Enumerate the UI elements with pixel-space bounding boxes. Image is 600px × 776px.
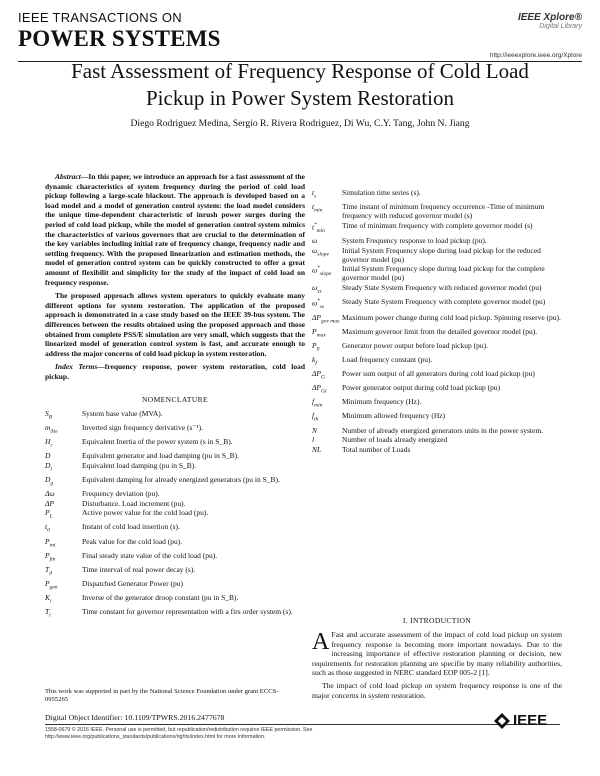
intro-para2: The impact of cold load pickup on system frequency response is one of the major concerns in system restoration. [312, 680, 562, 700]
nomenclature-definition: Total number of Loads [342, 444, 411, 454]
ieee-logo-text: IEEE [513, 712, 548, 729]
ieee-xplore-badge [518, 12, 582, 30]
nomenclature-definition: Steady State System Frequency with complete governor model (pu) [342, 297, 546, 307]
nomenclature-symbol: $\Delta P_{gov max}$ [312, 312, 340, 325]
nomenclature-row [45, 593, 305, 607]
nomenclature-symbol: $\omega_{slope}$ [312, 245, 329, 258]
nomenclature-row [312, 202, 562, 221]
nomenclature-symbol: $t_s$ [312, 188, 317, 200]
footer-rule [45, 724, 560, 725]
nomenclature-row [312, 369, 562, 383]
nomenclature-definition: Minimum allowed frequency (Hz) [342, 411, 446, 421]
doi: Digital Object Identifier: 10.1109/TPWRS.2016.2477678 [45, 713, 225, 722]
paper-authors: Diego Rodriguez Medina, Sergio R. Rivera Rodriguez, Di Wu, C.Y. Tang, John N. Jiang [130, 118, 470, 129]
nomenclature-definition: Load frequency constant (pu). [342, 355, 433, 365]
nomenclature-row [45, 499, 305, 509]
intro-dropcap: A [312, 629, 330, 655]
nomenclature-symbol: l [312, 435, 315, 445]
nomenclature-definition: Equivalent generator and load damping (pu in S_B). [82, 451, 240, 461]
nomenclature-symbol: $\omega^*_{slope}$ [312, 265, 332, 278]
nomenclature-definition: Power generator output during cold load pickup (pu) [342, 383, 501, 393]
nomenclature-row [45, 423, 305, 437]
nomenclature-symbol: $f_{th}$ [312, 411, 319, 423]
copyright-notice: 1558-0679 © 2016 IEEE. Personal use is permitted, but republication/redistribution requires IEEE permission. See http://www.ieee.org/publications_standards/publications/rights/index.html for more information. [45, 727, 313, 740]
ieee-logo [494, 712, 547, 729]
nomenclature-row [312, 313, 562, 327]
nomenclature-row [312, 283, 562, 297]
nomenclature-row [45, 508, 305, 522]
nomenclature-row [312, 327, 562, 341]
nomenclature-row [312, 397, 562, 411]
abstract-text1: —In this paper, we introduce an approach for a fast assessment of the dynamic characteristics of system frequency during the period of cold load pickup following a large-scale blackout. The approach is developed based on a load model and a model of generation control system: the load model considers the unique time-dependent characteristic of inrush power surges during the period of cold load pickup, while the model of generation control system mimics the characteristics of various governors that are crucial to the determination of the key variables including initial rate of frequency change, frequency nadir and settling frequency. With the proposed linearization and estimation methods, the model of generation control system can be quickly constructed to offer a great amount of flexibilit and simplicity for the study of the impact of cold load on frequency response. [45, 172, 305, 287]
nomenclature-row [45, 607, 305, 621]
nomenclature-symbol: $D_g$ [45, 475, 54, 487]
nomenclature-symbol: $P_{fin}$ [45, 550, 56, 563]
nomenclature-row [312, 297, 562, 313]
funding-footnote: This work was supported in part by the National Science Foundation under grant ECCS-0955265 [45, 688, 279, 703]
nomenclature-definition: System base value (MVA). [82, 409, 163, 419]
nomenclature-row [312, 445, 562, 455]
nomenclature-row [45, 475, 305, 489]
nomenclature-definition: Disturbance. Load increment (pu). [82, 498, 186, 508]
nomenclature-definition: Initial System Frequency slope during load pickup for the reduced governor model (pu) [342, 245, 541, 264]
nomenclature-definition: Final steady state value of the cold load (pu). [82, 550, 218, 560]
nomenclature-symbol: $\Delta P_{Gi}$ [312, 383, 327, 395]
nomenclature-symbol: N [312, 425, 318, 435]
journal-name-line1: IEEE TRANSACTIONS ON [18, 10, 182, 25]
nomenclature-row [45, 451, 305, 461]
nomenclature-definition: Time of minimum frequency with complete governor model (s) [342, 220, 533, 230]
nomenclature-row [45, 579, 305, 593]
intro-text1: Fast and accurate assessment of the impact of cold load pickup on system frequency response is becoming more important nowadays. Due to the increasing importance of effective restoration planning or decision, new requirements for restoration planning are specifie by many reliability authorities, such as those suggested in NERC standard EOP 005-2 [1]. [312, 630, 562, 678]
nomenclature-definition: System Frequency response to load pickup (pu). [342, 236, 487, 246]
nomenclature-heading: NOMENCLATURE [141, 395, 209, 405]
nomenclature-symbol: $K_i$ [45, 592, 52, 605]
intro-para1 [312, 630, 562, 678]
nomenclature-symbol: $P_{gen}$ [45, 578, 58, 591]
abstract-para2: The proposed approach allows system operators to quickly evaluate many different options for system restoration. The application of the proposed approach is demonstrated in a case study based on the IEEE 39-bus system. The differences between the results obtained using the proposed approach and those obtained from complete PSS/E simulation are very small, which suggests that the linearized model of generation control system is fast, and accurate enough to address the major concerns of cold load pickup in system restoration. [45, 291, 305, 358]
nomenclature-row [312, 236, 562, 246]
nomenclature-definition: Active power value for the cold load (pu). [82, 508, 209, 518]
nomenclature-symbol: $t_{min}$ [312, 202, 323, 214]
nomenclature-definition: Instant of cold load insertion (s). [82, 522, 180, 532]
nomenclature-symbol: $T_i$ [45, 606, 51, 619]
nomenclature-definition: Frequency deviation (pu). [82, 489, 160, 499]
nomenclature-definition: Number of loads already energized [342, 435, 448, 445]
nomenclature-row [312, 411, 562, 425]
nomenclature-definition: Time instant of minimum frequency occurrence -Time of minimum frequency with reduced governor model (s) [342, 202, 545, 221]
nomenclature-definition: Number of already energized generators units in the power system. [342, 425, 544, 435]
nomenclature-row [45, 461, 305, 475]
index-terms [45, 362, 305, 381]
nomenclature-symbol: $\omega^*_{ss}$ [312, 298, 325, 311]
nomenclature-row [312, 188, 562, 202]
nomenclature-definition: Equivalent Inertia of the power system (s in S_B). [82, 437, 233, 447]
paper-title: Fast Assessment of Frequency Response of Cold Load Pickup in Power System Restoration [71, 59, 529, 110]
abstract [45, 172, 305, 381]
nomenclature-right-table [312, 188, 562, 454]
abstract-label: Abstract [55, 172, 81, 181]
nomenclature-definition: Generator power output before load pickup (pu). [342, 340, 488, 350]
nomenclature-definition: Dispatched Generator Power (pu) [82, 578, 184, 588]
nomenclature-row [312, 221, 562, 237]
nomenclature-definition: Time constant for governor representation with a firs order system (s). [82, 606, 293, 616]
nomenclature-definition: Maximum governor limit from the detailed governor model (pu). [342, 326, 538, 336]
nomenclature-symbol: $P_0$ [312, 340, 320, 353]
nomenclature-definition: Minimum frequency (Hz). [342, 397, 422, 407]
nomenclature-row [45, 551, 305, 565]
nomenclature-symbol: $S_B$ [45, 409, 53, 421]
nomenclature-row [312, 435, 562, 445]
index-terms-text: —frequency response, power system restoration, cold load pickup. [45, 362, 306, 381]
nomenclature-symbol: Δω [45, 489, 55, 499]
right-column [312, 188, 562, 454]
introduction-body [312, 630, 562, 703]
nomenclature-symbol: ΔP [45, 498, 54, 508]
abstract-para1 [45, 172, 305, 287]
nomenclature-definition: Power sum output of all generators during cold load pickup (pu) [342, 369, 535, 379]
nomenclature-row [45, 489, 305, 499]
xplore-subtitle: Digital Library [539, 23, 582, 30]
nomenclature-symbol: NL [312, 444, 322, 454]
nomenclature-definition: Equivalent damping for already energized generators (pu in S_B). [82, 475, 280, 485]
ieee-diamond-icon [494, 713, 510, 729]
nomenclature-symbol: $t_0$ [45, 522, 50, 534]
left-column [45, 172, 305, 621]
nomenclature-symbol: $P_L$ [45, 508, 53, 520]
nomenclature-symbol: $m_{\Delta\omega}$ [45, 423, 58, 435]
nomenclature-definition: Initial System Frequency slope during load pickup for the complete governor model (pu) [342, 264, 545, 283]
nomenclature-row [45, 565, 305, 579]
nomenclature-row [312, 341, 562, 355]
journal-name-line2: POWER SYSTEMS [18, 26, 221, 51]
nomenclature-row [312, 383, 562, 397]
nomenclature-row [312, 264, 562, 283]
nomenclature-row [312, 426, 562, 436]
nomenclature-symbol: $\Delta P_G$ [312, 369, 325, 381]
nomenclature-symbol: $H_c$ [45, 437, 53, 449]
nomenclature-row [312, 355, 562, 369]
nomenclature-row [312, 246, 562, 265]
nomenclature-definition: Steady State System Frequency with reduced governor model (pu) [342, 283, 542, 293]
header-url[interactable]: http://ieeexplore.ieee.org/Xplore [489, 52, 582, 59]
nomenclature-definition: Simulation time series (s). [342, 188, 421, 197]
nomenclature-symbol: $f_{min}$ [312, 397, 323, 409]
nomenclature-definition: Maximum power change during cold load pickup. Spinning reserve (pu). [342, 312, 561, 322]
nomenclature-definition: Inverse of the generator droop constant (pu in S_B). [82, 592, 239, 602]
nomenclature-definition: Equivalent load damping (pu in S_B). [82, 460, 197, 470]
nomenclature-symbol: D [45, 451, 51, 461]
introduction-heading: I. INTRODUCTION [402, 616, 472, 625]
nomenclature-row [45, 537, 305, 551]
nomenclature-definition: Inverted sign frequency derivative (s⁻¹). [82, 423, 203, 433]
xplore-brand: IEEE Xplore® [517, 12, 582, 23]
nomenclature-row [45, 437, 305, 451]
nomenclature-row [45, 522, 305, 536]
nomenclature-symbol: $T_d$ [45, 564, 52, 577]
nomenclature-symbol: $\omega_{ss}$ [312, 283, 322, 295]
nomenclature-definition: Time interval of real power decay (s). [82, 564, 196, 574]
nomenclature-symbol: $P_{ini}$ [45, 536, 56, 548]
nomenclature-symbol: ω [312, 236, 318, 246]
index-terms-label: Index Terms [55, 362, 98, 372]
nomenclature-symbol: $k_f$ [312, 355, 317, 367]
nomenclature-definition: Peak value for the cold load (pu). [82, 536, 183, 546]
nomenclature-row [45, 409, 305, 423]
nomenclature-left-table [45, 409, 305, 621]
nomenclature-symbol: $P_{max}$ [312, 326, 326, 339]
nomenclature-symbol: $t^*_{min}$ [312, 222, 325, 234]
nomenclature-symbol: $D_l$ [45, 460, 52, 473]
